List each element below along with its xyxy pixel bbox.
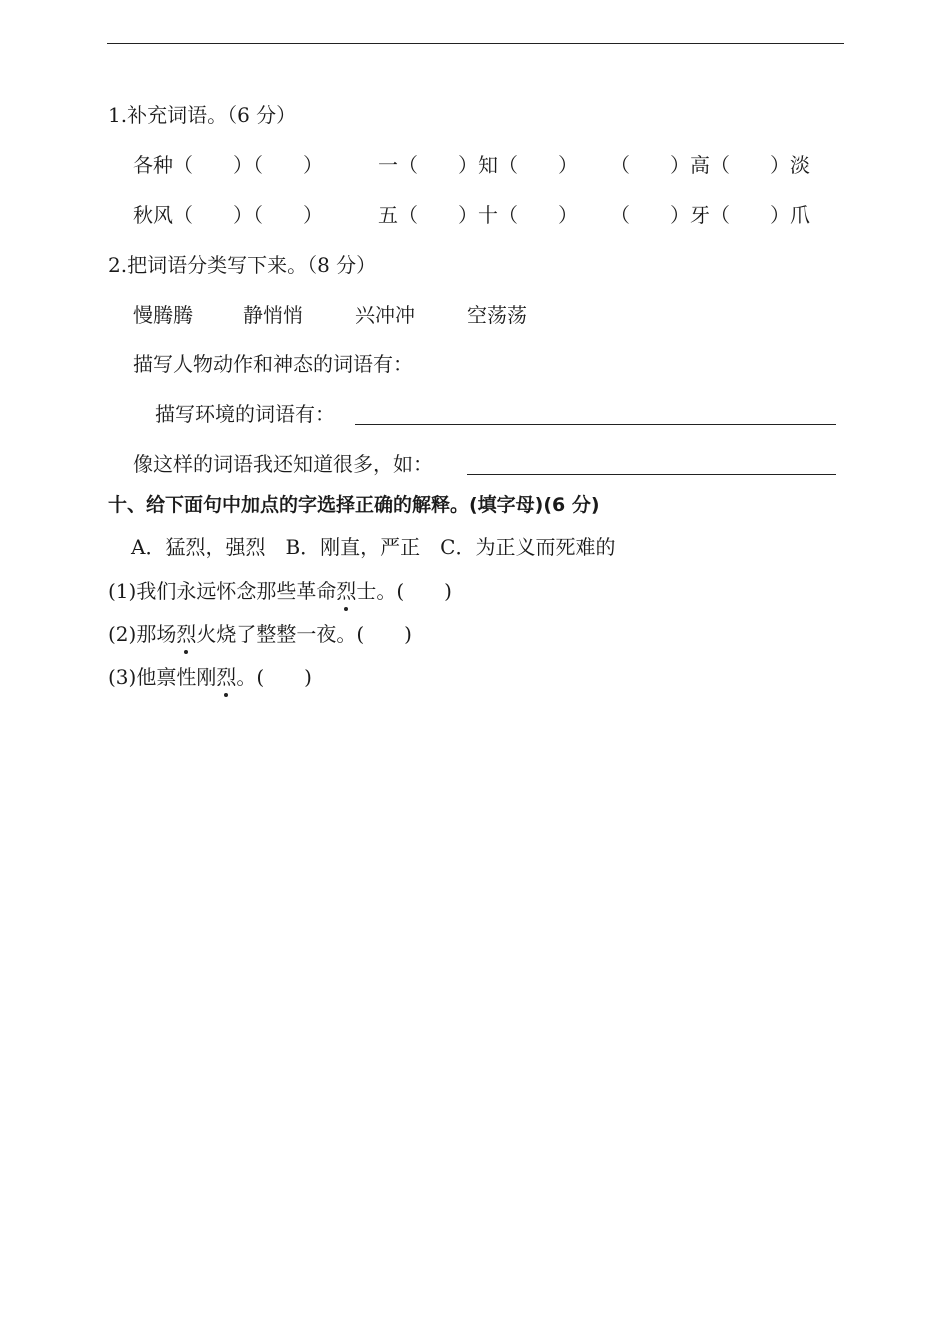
item-text-before: (2)那场	[108, 622, 177, 646]
item-text-after: 士。( )	[356, 579, 452, 603]
dotted-character: 烈	[176, 622, 197, 646]
q2-title: 2.把词语分类写下来。（8 分）	[108, 253, 377, 277]
q2-word: 静悄悄	[243, 303, 303, 327]
q1-blank-r2c2: 五（ ）十（ ）	[378, 203, 578, 227]
item-text-before: (3)他禀性刚	[108, 665, 217, 689]
q1-blank-r1c1: 各种（ ）（ ）	[133, 153, 323, 177]
environment-words-label: 描写环境的词语有：	[155, 402, 335, 426]
q1-title: 1.补充词语。（6 分）	[108, 103, 297, 127]
q1-blank-r2c1: 秋风（ ）（ ）	[133, 203, 323, 227]
environment-answer-blank[interactable]	[355, 424, 836, 425]
more-words-answer-blank[interactable]	[467, 474, 836, 475]
section10-item-1	[108, 577, 452, 605]
section10-title: 十、给下面句中加点的字选择正确的解释。(填字母)(6 分)	[108, 494, 600, 516]
item-text-before: (1)我们永远怀念那些革命	[108, 579, 337, 603]
q1-blank-r2c3: （ ）牙（ ）爪	[610, 203, 810, 227]
section10-item-2	[108, 620, 412, 648]
dotted-character: 烈	[216, 665, 237, 689]
q2-word: 慢腾腾	[133, 303, 193, 327]
q2-word: 兴冲冲	[355, 303, 415, 327]
item-text-after: 。( )	[236, 665, 312, 689]
header-rule	[107, 43, 844, 44]
more-words-label: 像这样的词语我还知道很多，如：	[133, 452, 433, 476]
dotted-character: 烈	[336, 579, 357, 603]
section10-options: A．猛烈，强烈 B．刚直，严正 C．为正义而死难的	[131, 535, 616, 559]
item-text-after: 火烧了整整一夜。( )	[196, 622, 412, 646]
action-words-label: 描写人物动作和神态的词语有：	[133, 352, 413, 376]
q2-word: 空荡荡	[467, 303, 527, 327]
q1-blank-r1c2: 一（ ）知（ ）	[378, 153, 578, 177]
q1-blank-r1c3: （ ）高（ ）淡	[610, 153, 810, 177]
section10-item-3	[108, 663, 312, 691]
